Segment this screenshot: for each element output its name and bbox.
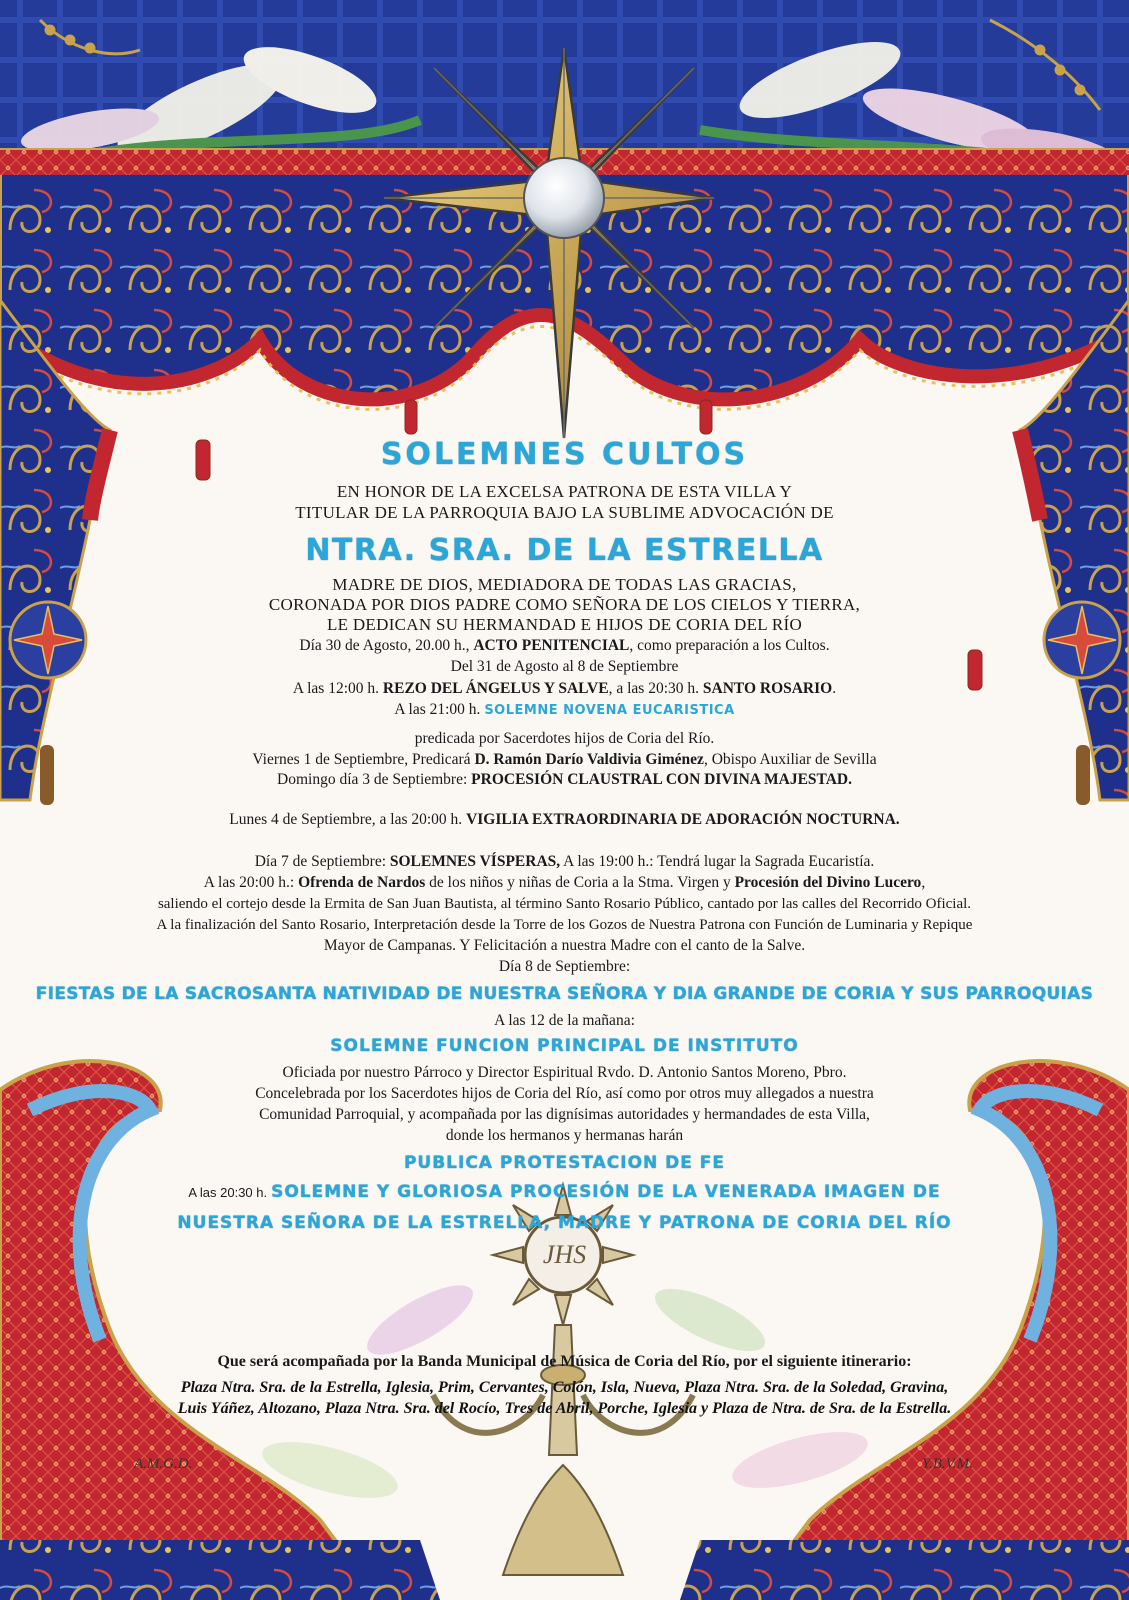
procession-line-1: [0, 1182, 1129, 1202]
friday-bold: D. Ramón Darío Valdivia Giménez: [474, 751, 704, 768]
poster-title: SOLEMNES CULTOS: [380, 437, 749, 472]
dedication-line-3: LE DEDICAN SU HERMANDAD E HIJOS DE CORIA DEL RÍO: [326, 615, 803, 634]
funcion-line-3: Comunidad Parroquial, y acompañada por las dignísimas autoridades y hermandades de esta Villa,: [259, 1106, 870, 1123]
virgin-name: NTRA. SRA. DE LA ESTRELLA: [305, 533, 824, 568]
protestacion-heading: PUBLICA PROTESTACION DE FE: [403, 1153, 726, 1173]
angelus-pre: A las 12:00 h.: [292, 680, 383, 697]
offering-line: [0, 873, 1129, 893]
offering-end: ,: [921, 874, 926, 891]
campanas-line: Mayor de Campanas. Y Felicitación a nuestra Madre con el canto de la Salve.: [323, 937, 806, 954]
procession-time: A las 20:30 h.: [188, 1185, 268, 1200]
novena-pre: A las 21:00 h.: [394, 701, 485, 718]
signature-left: A.M.G.D.: [134, 1456, 193, 1472]
finalization-line: A la finalización del Santo Rosario, Interpretación desde la Torre de los Gozos de Nuestra Patrona con Función de Luminaria y Repique: [156, 917, 973, 933]
novena-line: [0, 700, 1129, 721]
monstrance-monogram: JHS: [542, 1240, 587, 1269]
funcion-line-4: donde los hermanos y hermanas harán: [445, 1127, 684, 1144]
novena-highlight: SOLEMNE NOVENA EUCARISTICA: [484, 703, 735, 718]
signature-right: Y.B.V.M.: [922, 1456, 973, 1472]
offering-bold: Ofrenda de Nardos: [298, 874, 426, 891]
funcion-line-1: Oficiada por nuestro Párroco y Director Espiritual Rvdo. D. Antonio Santos Moreno, Pbro.: [282, 1064, 847, 1081]
sunday-line: [0, 770, 1129, 790]
dedication-line-2: CORONADA POR DIOS PADRE COMO SEÑORA DE LOS CIELOS Y TIERRA,: [268, 595, 861, 614]
sunday-pre: Domingo día 3 de Septiembre:: [277, 771, 472, 788]
rosary-bold: SANTO ROSARIO: [702, 680, 833, 697]
day7-post: A las 19:00 h.: Tendrá lugar la Sagrada Eucaristía.: [560, 853, 875, 870]
friday-line: [0, 750, 1129, 770]
monday-bold: VIGILIA EXTRAORDINARIA DE ADORACIÓN NOCTURNA.: [466, 811, 900, 828]
intro-line-2: TITULAR DE LA PARROQUIA BAJO LA SUBLIME ADVOCACIÓN DE: [295, 503, 834, 522]
funcion-heading: SOLEMNE FUNCION PRINCIPAL DE INSTITUTO: [330, 1036, 799, 1056]
day8-line: Día 8 de Septiembre:: [498, 958, 631, 975]
sunday-bold: PROCESIÓN CLAUSTRAL CON DIVINA MAJESTAD.: [471, 771, 852, 788]
itinerary-line-1: Plaza Ntra. Sra. de la Estrella, Iglesia, Prim, Cervantes, Colón, Isla, Nueva, Plaza Ntra. Sra. de la Soledad, Gravina,: [180, 1379, 949, 1396]
penitential-post: , como preparación a los Cultos.: [629, 637, 830, 654]
angelus-bold: REZO DEL ÁNGELUS Y SALVE: [382, 680, 609, 697]
friday-pre: Viernes 1 de Septiembre, Predicará: [252, 751, 475, 768]
intro-line-1: EN HONOR DE LA EXCELSA PATRONA DE ESTA VILLA Y: [336, 482, 793, 501]
friday-post: , Obispo Auxiliar de Sevilla: [703, 751, 877, 768]
angelus-end: .: [832, 680, 837, 697]
preached-line: predicada por Sacerdotes hijos de Coria del Río.: [414, 730, 715, 747]
angelus-mid: , a las 20:30 h.: [608, 680, 703, 697]
noon-line: A las 12 de la mañana:: [494, 1012, 635, 1029]
procession-title-1: SOLEMNE Y GLORIOSA PROCESIÓN DE LA VENERADA IMAGEN DE: [271, 1182, 941, 1202]
day7-pre: Día 7 de Septiembre:: [254, 853, 390, 870]
offering-bold2: Procesión del Divino Lucero: [734, 874, 922, 891]
novena-dates: Del 31 de Agosto al 8 de Septiembre: [450, 658, 679, 675]
itinerary-intro: Que será acompañada por la Banda Municipal de Música de Coria del Río, por el siguiente itinerario:: [217, 1353, 912, 1370]
funcion-line-2: Concelebrada por los Sacerdotes hijos de Coria del Río, así como por otros muy allegados a nuestra: [255, 1085, 874, 1102]
monday-line: [0, 810, 1129, 830]
offering-pre: A las 20:00 h.:: [203, 874, 299, 891]
day7-line: [0, 852, 1129, 872]
dedication-line-1: MADRE DE DIOS, MEDIADORA DE TODAS LAS GRACIAS,: [332, 575, 797, 594]
fiestas-heading: FIESTAS DE LA SACROSANTA NATIVIDAD DE NUESTRA SEÑORA Y DIA GRANDE DE CORIA Y SUS PARROQUIAS: [35, 984, 1094, 1004]
day7-bold: SOLEMNES VÍSPERAS,: [389, 853, 561, 870]
procession-title-2: NUESTRA SEÑORA DE LA ESTRELLA, MADRE Y PATRONA DE CORIA DEL RÍO: [177, 1213, 952, 1233]
penitential-bold: ACTO PENITENCIAL: [473, 637, 630, 654]
monday-pre: Lunes 4 de Septiembre, a las 20:00 h.: [229, 811, 467, 828]
penitential-pre: Día 30 de Agosto, 20.00 h.,: [299, 637, 474, 654]
cortejo-line: saliendo el cortejo desde la Ermita de San Juan Bautista, al término Santo Rosario Público, cantado por las calles del Recorrido Oficial.: [157, 896, 972, 912]
itinerary-line-2: Luis Yáñez, Altozano, Plaza Ntra. Sra. del Rocío, Tres de Abril, Porche, Iglesia y Plaza de Ntra. de Sra. de la Estrella.: [177, 1400, 952, 1417]
angelus-line: [0, 679, 1129, 699]
offering-mid: de los niños y niñas de Coria a la Stma. Virgen y: [425, 874, 735, 891]
penitential-act: [0, 636, 1129, 656]
